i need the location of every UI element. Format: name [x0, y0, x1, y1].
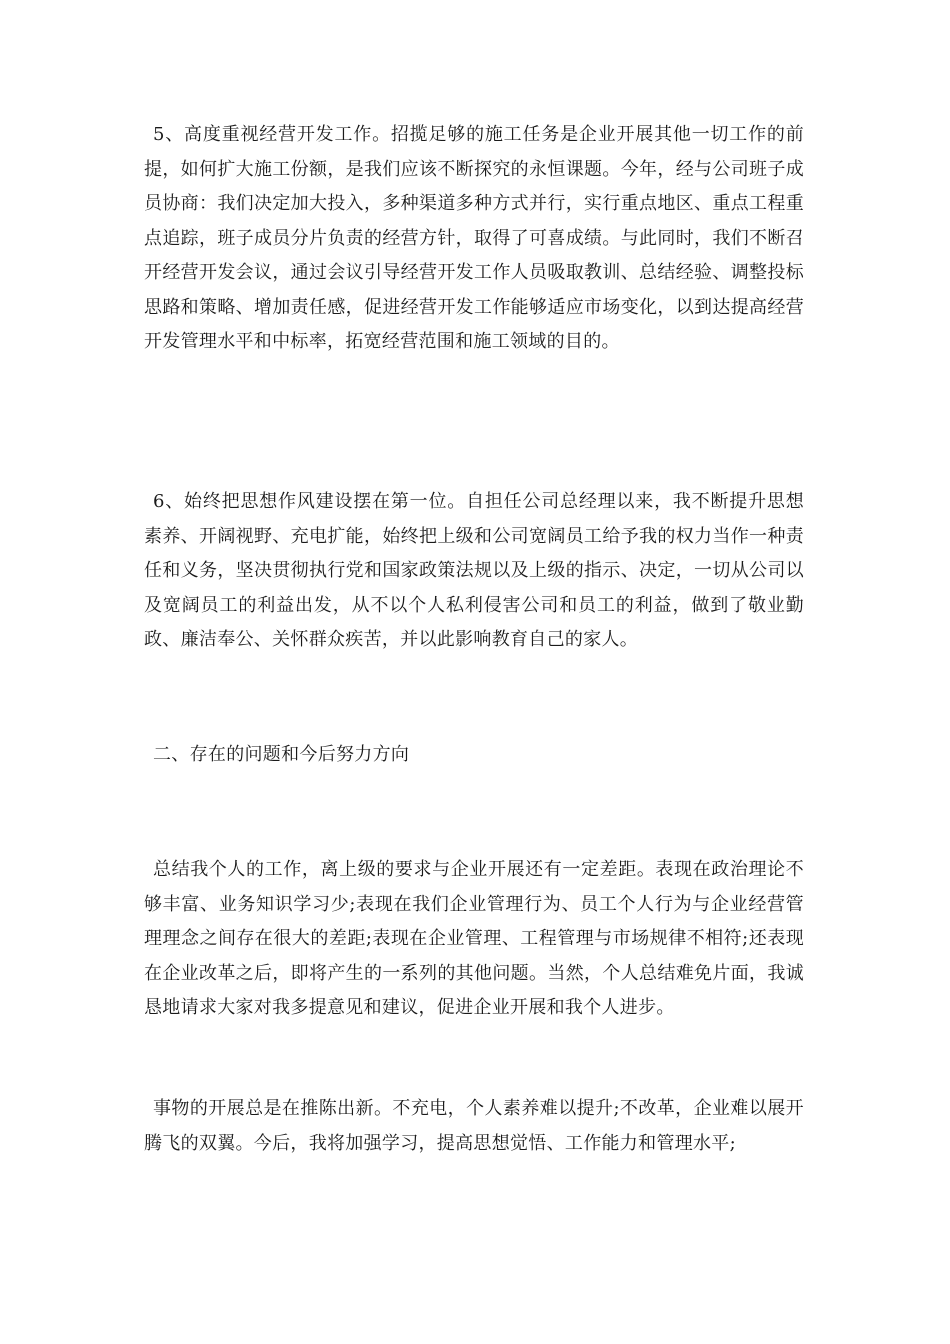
paragraph-ideological-style: 6、始终把思想作风建设摆在第一位。自担任公司总经理以来，我不断提升思想素养、开阔视野、充电扩能，始终把上级和公司宽阔员工给予我的权力当作一种责任和义务，坚决贯彻执行党和国家政策法规以及上级的指示、决定，一切从公司以及宽阔员工的利益出发，从不以个人私利侵害公司和员工的利益，做到了敬业勤政、廉洁奉公、关怀群众疾苦，并以此影响教育自己的家人。 — [144, 491, 804, 650]
paragraph-summary-gaps: 总结我个人的工作，离上级的要求与企业开展还有一定差距。表现在政治理论不够丰富、业务知识学习少;表现在我们企业管理行为、员工个人行为与企业经营管理理念之间存在很大的差距;表现在企业管理、工程管理与市场规律不相符;还表现在企业改革之后，即将产生的一系列的其他问题。当然，个人总结难免片面，我诚恳地请求大家对我多提意见和建议，促进企业开展和我个人进步。 — [144, 859, 804, 1018]
paragraph-business-development: 5、高度重视经营开发工作。招揽足够的施工任务是企业开展其他一切工作的前提，如何扩大施工份额，是我们应该不断探究的永恒课题。今年，经与公司班子成员协商：我们决定加大投入，多种渠道多种方式并行，实行重点地区、重点工程重点追踪，班子成员分片负责的经营方针，取得了可喜成绩。与此同时，我们不断召开经营开发会议，通过会议引导经营开发工作人员吸取教训、总结经验、调整投标思路和策略、增加责任感，促进经营开发工作能够适应市场变化，以到达提高经营开发管理水平和中标率，拓宽经营范围和施工领域的目的。 — [144, 124, 804, 352]
paragraph-future-plans: 事物的开展总是在推陈出新。不充电，个人素养难以提升;不改革，企业难以展开腾飞的双翼。今后，我将加强学习，提高思想觉悟、工作能力和管理水平; — [144, 1098, 804, 1154]
section-heading-problems: 二、存在的问题和今后努力方向 — [153, 744, 410, 765]
